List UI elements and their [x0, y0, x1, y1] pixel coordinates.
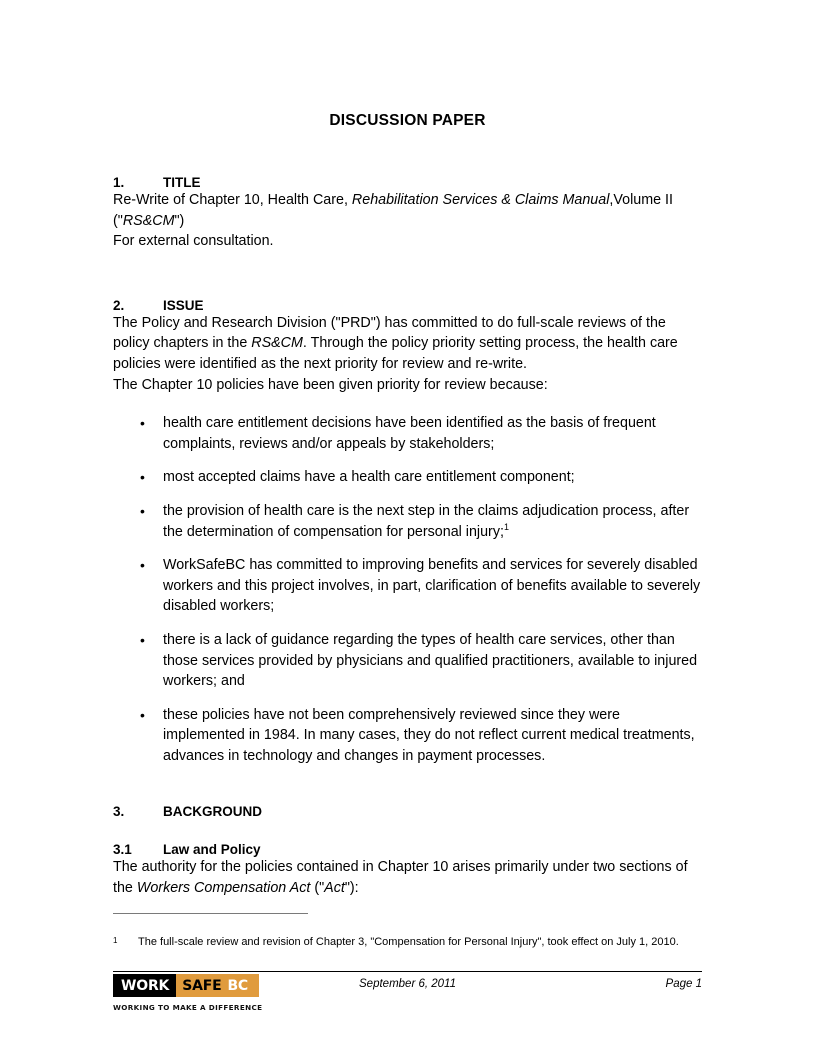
- section-heading-background: [113, 804, 702, 819]
- section-heading-law-and-policy: [113, 842, 702, 857]
- bullet-icon: •: [140, 706, 145, 723]
- page-footer: [113, 974, 702, 1024]
- rscm-italic: RS&CM: [251, 335, 303, 352]
- list-item-text: WorkSafeBC has committed to improving benefits and services for severely disabled workers and this project involves, in part, clarification of benefits available to severely disabled workers;: [163, 557, 701, 615]
- list-item-text: these policies have not been comprehensively reviewed since they were implemented in 1984. In many cases, they do not reflect current medical treatments, advances in technology and changes in payment processes.: [163, 706, 695, 764]
- issue-p1-part2: . Through the policy priority setting process, the health care policies were identified as the next priority for review and re-write.: [113, 335, 678, 372]
- bullet-icon: •: [140, 631, 145, 648]
- act-abbrev-italic: Act: [324, 880, 345, 897]
- issue-paragraph-2: The Chapter 10 policies have been given priority for review because:: [113, 376, 548, 393]
- title-desc-part2: ,: [609, 192, 614, 208]
- section-title: ISSUE: [163, 297, 204, 313]
- bullet-icon: •: [140, 557, 145, 574]
- bg-p1-part3: "):: [344, 880, 359, 897]
- list-item: [113, 630, 702, 692]
- act-name-italic: Workers Compensation Act: [136, 880, 311, 897]
- title-desc-part1: Re-Write of Chapter 10, Health Care,: [113, 192, 352, 208]
- issue-bullet-list: [113, 413, 702, 766]
- rscm-abbrev-italic: RS&CM: [122, 212, 175, 229]
- list-item: [113, 501, 702, 542]
- title-desc-line2-part2: "): [174, 212, 185, 229]
- footer-separator: [113, 971, 702, 972]
- issue-p1-part1: The Policy and Research Division ("PRD") has committed to do full-scale reviews of the policy chapters in the: [113, 314, 666, 352]
- bullet-icon: •: [140, 502, 145, 519]
- list-item: [113, 413, 702, 454]
- list-item-text: there is a lack of guidance regarding the types of health care services, other than those services provided by physicians and qualified practitioners, available to injured workers; and: [163, 631, 698, 690]
- issue-paragraph-1: [113, 313, 702, 375]
- consultation-paragraph: For external consultation.: [113, 233, 274, 250]
- document-content: [113, 0, 702, 899]
- page-title: DISCUSSION PAPER: [329, 112, 486, 129]
- list-item-text: most accepted claims have a health care entitlement component;: [163, 469, 575, 486]
- logo-word-safe: SAFE: [182, 977, 222, 994]
- list-item-text: health care entitlement decisions have been identified as the basis of frequent complaints, reviews and/or appeals by stakeholders;: [163, 415, 656, 452]
- logo-tagline: WORKING TO MAKE A DIFFERENCE: [113, 1003, 263, 1012]
- section-number: 1.: [113, 175, 125, 190]
- bg-p1-part2: (": [310, 880, 325, 897]
- section-heading-title: [113, 175, 702, 190]
- manual-name-italic: Rehabilitation Services & Claims Manual: [351, 192, 610, 208]
- footnote-text: The full-scale review and revision of Chapter 3, "Compensation for Personal Injury", took effect on July 1, 2010.: [138, 936, 679, 948]
- list-item-text: the provision of health care is the next step in the claims adjudication process, after the determination of compensation for personal injury;: [163, 502, 690, 540]
- subsection-title: Law and Policy: [163, 842, 261, 858]
- footnote-reference-marker: 1: [503, 521, 509, 532]
- section-title: TITLE: [163, 175, 201, 190]
- title-description-paragraph: [113, 190, 702, 231]
- background-paragraph-1: [113, 857, 702, 898]
- logo-word-bc: BC: [227, 977, 248, 994]
- bullet-icon: •: [140, 415, 145, 432]
- footer-page-number: Page 1: [665, 978, 702, 990]
- list-item: [113, 467, 702, 488]
- bullet-icon: •: [140, 469, 145, 486]
- bg-p1-part1: The authority for the policies contained in Chapter 10 arises primarily under two sections of the: [113, 859, 688, 897]
- subsection-number: 3.1: [113, 842, 132, 858]
- logo-word-work: WORK: [121, 977, 170, 994]
- section-heading-issue: [113, 298, 702, 313]
- footnote: [113, 935, 702, 951]
- section-number: 2.: [113, 297, 125, 313]
- footnote-marker: 1: [113, 936, 118, 945]
- list-item: [113, 555, 702, 617]
- section-title: BACKGROUND: [163, 804, 262, 820]
- list-item: [113, 705, 702, 767]
- footer-date: September 6, 2011: [359, 978, 456, 990]
- section-number: 3.: [113, 804, 125, 820]
- footnote-separator: [113, 913, 308, 914]
- title-desc-line2-part1: Volume II (": [113, 192, 673, 229]
